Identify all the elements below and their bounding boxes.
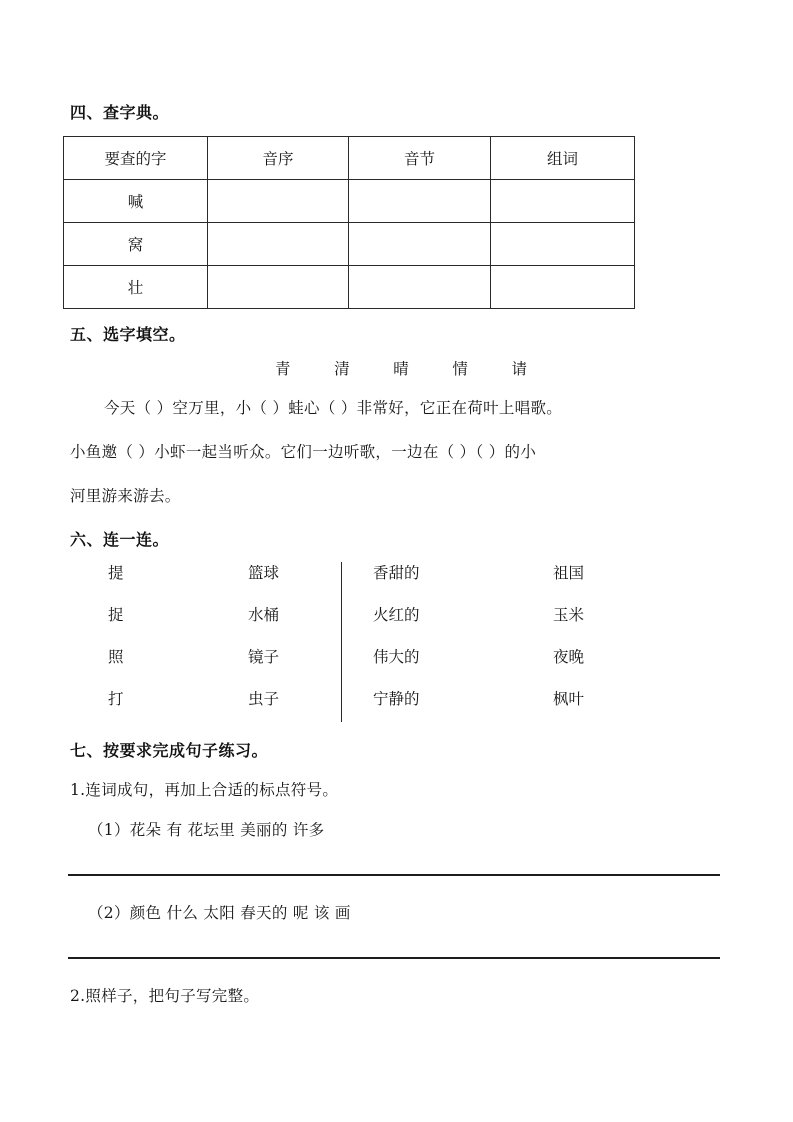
table-header-row <box>64 137 635 180</box>
match-left-word[interactable]: 打 <box>108 690 124 708</box>
table-header-cell: 音节 <box>349 137 491 180</box>
match-right-target[interactable]: 枫叶 <box>553 690 585 708</box>
section-six-heading: 六、连一连。 <box>70 530 170 549</box>
answer-cell-pinyin-initial[interactable] <box>208 266 349 309</box>
match-left-target[interactable]: 水桶 <box>248 606 280 624</box>
task-one-item-2: （2）颜色 什么 太阳 春天的 呢 该 画 <box>88 904 351 922</box>
match-left-target[interactable]: 篮球 <box>248 564 280 582</box>
table-header-cell: 组词 <box>491 137 635 180</box>
matching-exercise <box>63 552 723 727</box>
fill-blank-sentence-line-3: 河里游来游去。 <box>70 487 181 505</box>
match-left-word[interactable]: 捉 <box>108 606 124 624</box>
match-left-word[interactable]: 提 <box>108 564 124 582</box>
task-one-instruction: 1.连词成句，再加上合适的标点符号。 <box>70 781 339 799</box>
answer-cell-word[interactable] <box>491 223 635 266</box>
answer-cell-word[interactable] <box>491 180 635 223</box>
choice-character: 清 <box>334 360 350 378</box>
match-right-word[interactable]: 火红的 <box>373 606 420 624</box>
task-one-item-1: （1）花朵 有 花坛里 美丽的 许多 <box>88 821 325 839</box>
answer-cell-syllable[interactable] <box>349 180 491 223</box>
match-right-target[interactable]: 夜晚 <box>553 648 585 666</box>
answer-cell-word[interactable] <box>491 266 635 309</box>
match-right-target[interactable]: 玉米 <box>553 606 585 624</box>
table-header-cell: 要查的字 <box>64 137 208 180</box>
match-left-target[interactable]: 镜子 <box>248 648 280 666</box>
match-left-word[interactable]: 照 <box>108 648 124 666</box>
table-header-cell: 音序 <box>208 137 349 180</box>
choice-character: 青 <box>275 360 291 378</box>
section-seven-heading: 七、按要求完成句子练习。 <box>70 741 269 760</box>
character-choice-bank <box>275 357 527 379</box>
match-right-word[interactable]: 伟大的 <box>373 648 420 666</box>
lookup-character-cell: 壮 <box>64 266 208 309</box>
answer-cell-pinyin-initial[interactable] <box>208 180 349 223</box>
match-right-word[interactable]: 香甜的 <box>373 564 420 582</box>
dictionary-lookup-table <box>63 136 635 309</box>
fill-blank-sentence-line-1: 今天（ ）空万里，小（ ）蛙心（ ）非常好，它正在荷叶上唱歌。 <box>104 399 563 417</box>
answer-cell-pinyin-initial[interactable] <box>208 223 349 266</box>
match-left-target[interactable]: 虫子 <box>248 690 280 708</box>
match-right-word[interactable]: 宁静的 <box>373 690 420 708</box>
answer-cell-syllable[interactable] <box>349 223 491 266</box>
match-row <box>63 678 723 720</box>
match-row <box>63 594 723 636</box>
table-row <box>64 266 635 309</box>
answer-cell-syllable[interactable] <box>349 266 491 309</box>
table-row <box>64 180 635 223</box>
task-two-instruction: 2.照样子，把句子写完整。 <box>70 987 260 1005</box>
lookup-character-cell: 窝 <box>64 223 208 266</box>
lookup-character-cell: 喊 <box>64 180 208 223</box>
table-row <box>64 223 635 266</box>
match-right-target[interactable]: 祖国 <box>553 564 585 582</box>
choice-character: 情 <box>452 360 468 378</box>
fill-blank-sentence-line-2: 小鱼邀（ ）小虾一起当听众。它们一边听歌，一边在（ ）（ ）的小 <box>70 443 537 461</box>
answer-line-1[interactable] <box>68 874 720 876</box>
answer-line-2[interactable] <box>68 957 720 959</box>
match-row <box>63 552 723 594</box>
choice-character: 请 <box>511 360 527 378</box>
match-row <box>63 636 723 678</box>
section-five-heading: 五、选字填空。 <box>70 325 186 344</box>
section-four-heading: 四、查字典。 <box>70 103 170 122</box>
choice-character: 晴 <box>393 360 409 378</box>
